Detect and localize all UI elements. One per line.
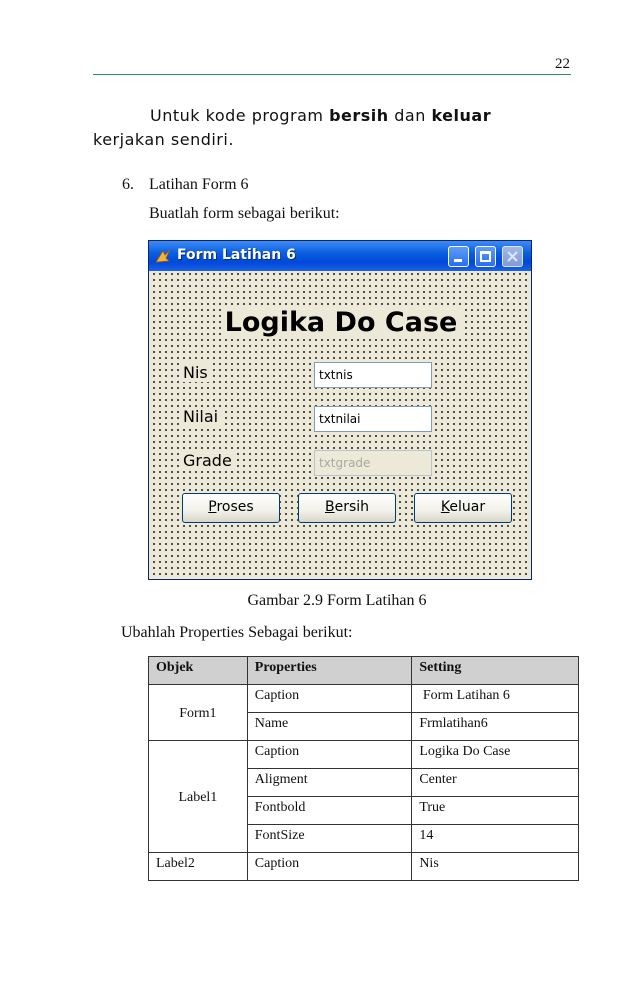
label-grade [179, 451, 236, 470]
window-titlebar [149, 241, 531, 271]
keluar-accel: K [440, 499, 450, 515]
property-cell: Aligment [247, 769, 412, 797]
setting-cell: 14 [412, 825, 579, 853]
proses-button[interactable] [182, 493, 280, 523]
figure-caption: Gambar 2.9 Form Latihan 6 [247, 592, 427, 609]
txtnis-input[interactable]: txtnis [314, 362, 432, 388]
header-rule [93, 74, 571, 75]
intro-text: Untuk kode program [150, 106, 330, 125]
table-intro: Ubahlah Properties Sebagai berikut: [121, 624, 353, 641]
section-instruction: Buatlah form sebagai berikut: [149, 205, 340, 222]
label-nis-text: Nis [179, 363, 212, 382]
setting-cell: Logika Do Case [412, 741, 579, 769]
header-setting: Setting [412, 657, 579, 685]
form-design-surface [151, 271, 529, 577]
close-button[interactable] [502, 246, 523, 267]
object-label2: Label2 [149, 853, 248, 881]
section-number: 6. [122, 176, 134, 193]
form-window-screenshot [148, 240, 532, 580]
bersih-accel: B [324, 499, 335, 515]
proses-label: roses [216, 499, 254, 515]
intro-bold-keluar: keluar [431, 106, 492, 125]
window-title: Form Latihan 6 [177, 247, 296, 263]
bersih-label: ersih [334, 499, 370, 515]
txtgrade-input: txtgrade [314, 450, 432, 476]
section-title: Latihan Form 6 [149, 176, 249, 193]
label-nilai [179, 407, 222, 426]
label-nis [179, 363, 212, 382]
section-heading [122, 176, 249, 194]
keluar-button[interactable] [414, 493, 512, 523]
close-icon [503, 247, 522, 266]
table-row [149, 853, 579, 881]
header-properties: Properties [247, 657, 412, 685]
bersih-button[interactable] [298, 493, 396, 523]
form-heading-label [151, 307, 531, 338]
maximize-button[interactable] [475, 246, 496, 267]
minimize-button[interactable] [448, 246, 469, 267]
setting-cell: True [412, 797, 579, 825]
page-number: 22 [555, 56, 570, 72]
intro-bold-bersih: bersih [329, 106, 389, 125]
setting-cell: Frmlatihan6 [412, 713, 579, 741]
setting-cell: Form Latihan 6 [412, 685, 579, 713]
object-label1: Label1 [149, 741, 248, 853]
intro-line-1 [150, 106, 491, 125]
table-header-row [149, 657, 579, 685]
intro-line-2: kerjakan sendiri. [93, 130, 234, 149]
txtnilai-input[interactable]: txtnilai [314, 406, 432, 432]
intro-text-mid: dan [388, 106, 432, 125]
header-objek: Objek [149, 657, 248, 685]
property-cell: Caption [247, 741, 412, 769]
label-nilai-text: Nilai [179, 407, 222, 426]
label-grade-text: Grade [179, 451, 236, 470]
setting-cell: Nis [412, 853, 579, 881]
form-heading-text: Logika Do Case [221, 307, 462, 338]
proses-accel: P [208, 499, 217, 515]
property-cell: Caption [247, 685, 412, 713]
properties-table [148, 656, 579, 881]
table-row [149, 685, 579, 713]
property-cell: Caption [247, 853, 412, 881]
vb-form-icon [154, 248, 172, 264]
table-row [149, 741, 579, 769]
property-cell: FontSize [247, 825, 412, 853]
property-cell: Name [247, 713, 412, 741]
property-cell: Fontbold [247, 797, 412, 825]
setting-cell: Center [412, 769, 579, 797]
keluar-label: eluar [449, 499, 486, 515]
object-form1: Form1 [149, 685, 248, 741]
